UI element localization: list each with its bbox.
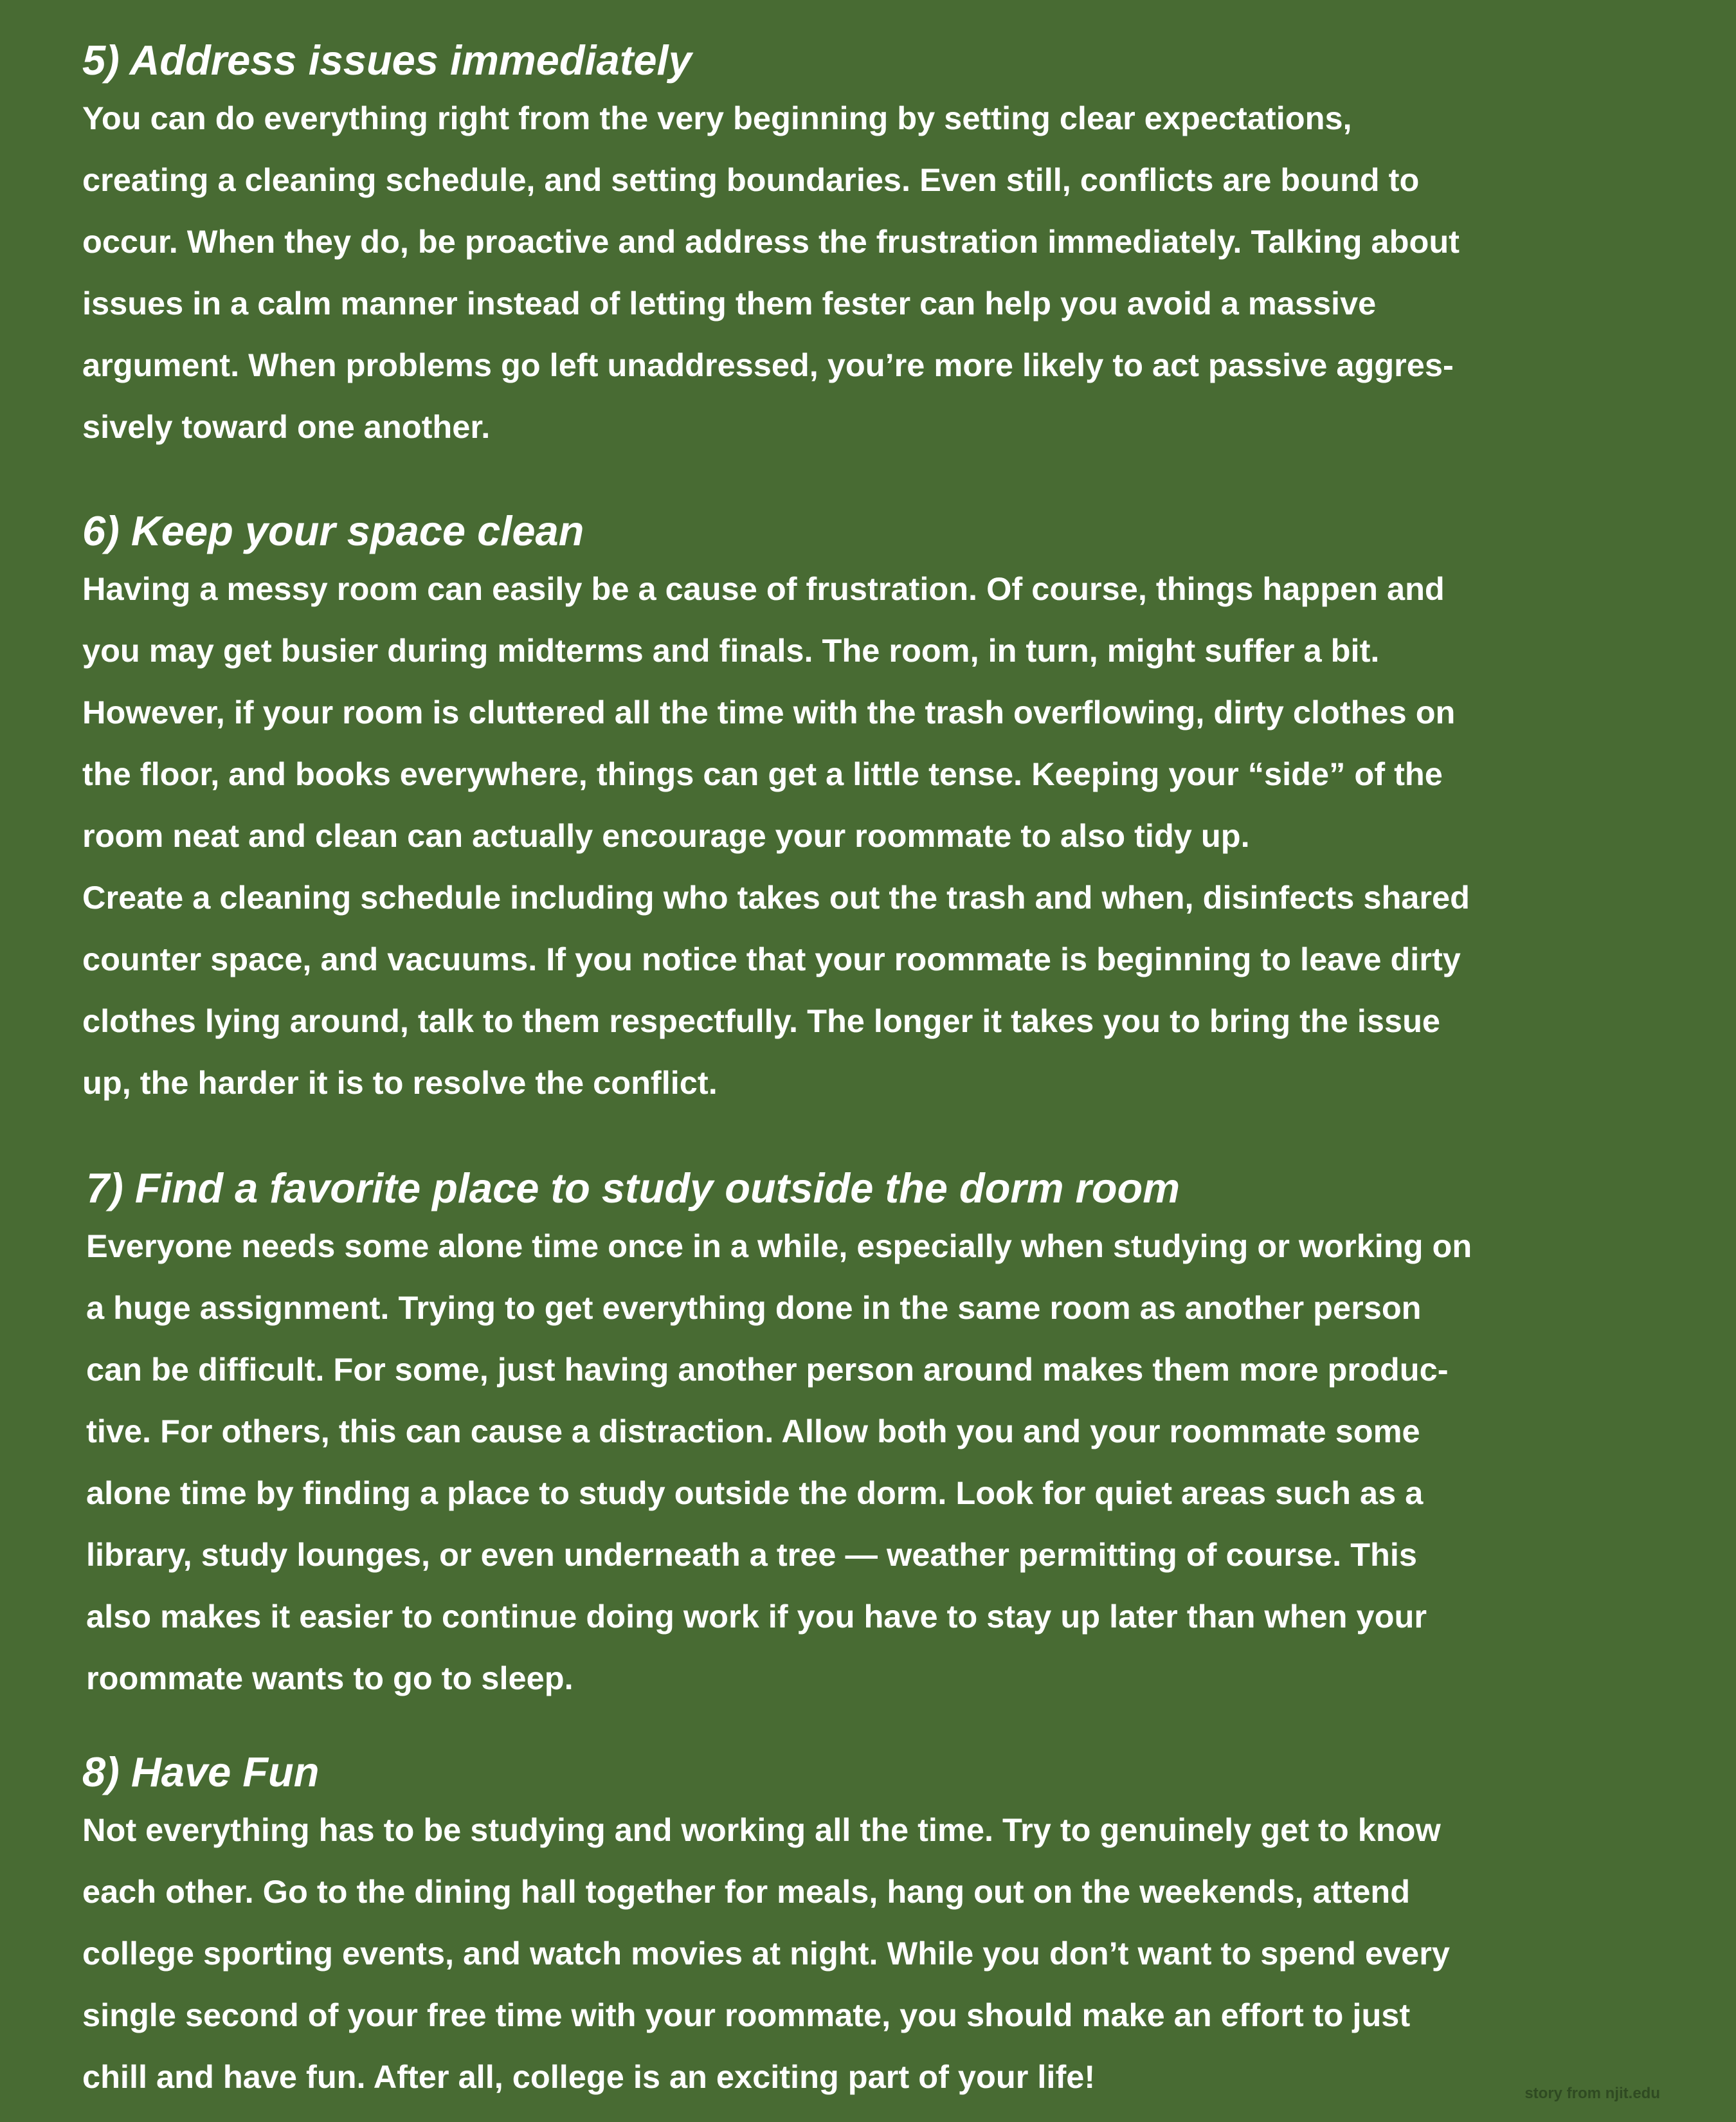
source-credit: story from njit.edu [1524,2085,1660,2102]
section-body: Having a messy room can easily be a cause of frustration. Of course, things happen and you may get busier during midterms and finals. The room, in turn, might suffer a bit. However, if your room is cluttered all the time with the trash overflowing, dirty clothes on the floor, and books everywhere, things can get a little tense. Keeping your “side” of the room neat and clean can actually encourage your roommate to also tidy up. Create a cleaning schedule including who takes out the trash and when, disinfects shared counter space, and vacuums. If you notice that your roommate is beginning to leave dirty clothes lying around, talk to them respectfully. The longer it takes you to bring the issue up, the harder it is to resolve the conflict. [82,570,1470,1101]
section-heading: 8) Have Fun [82,1748,320,1795]
section-body: Not everything has to be studying and working all the time. Try to genuinely get to know each other. Go to the dining hall together for meals, hang out on the weekends, attend college sporting events, and watch movies at night. While you don’t want to spend every single second of your free time with your roommate, you should make an effort to just chill and have fun. After all, college is an exciting part of your life! [82,1811,1450,2095]
section-heading: 5) Address issues immediately [82,37,692,84]
section-body: You can do everything right from the very beginning by setting clear expectations, creating a cleaning schedule, and setting boundaries. Even still, conflicts are bound to occur. When they do, be proactive and address the frustration immediately. Talking about issues in a calm manner instead of letting them fester can help you avoid a massive argument. When problems go left unaddressed, you’re more likely to act passive aggres- sively toward one another. [82,100,1460,445]
section-heading: 6) Keep your space clean [82,507,584,554]
section-heading: 7) Find a favorite place to study outside the dorm room [86,1165,1180,1211]
section-have-fun [82,1745,1670,2108]
section-study-place [86,1161,1674,1709]
section-body: Everyone needs some alone time once in a while, especially when studying or working on a huge assignment. Trying to get everything done in the same room as another person can be difficult. For some, just having another person around makes them more produc- tive. For others, this can cause a distraction. Allow both you and your roommate some alone time by finding a place to study outside the dorm. Look for quiet areas such as a library, study lounges, or even underneath a tree — weather permitting of course. This also makes it easier to continue doing work if you have to stay up later than when your roommate wants to go to sleep. [86,1228,1472,1696]
section-address-issues [82,33,1670,458]
section-keep-space-clean [82,504,1670,1114]
